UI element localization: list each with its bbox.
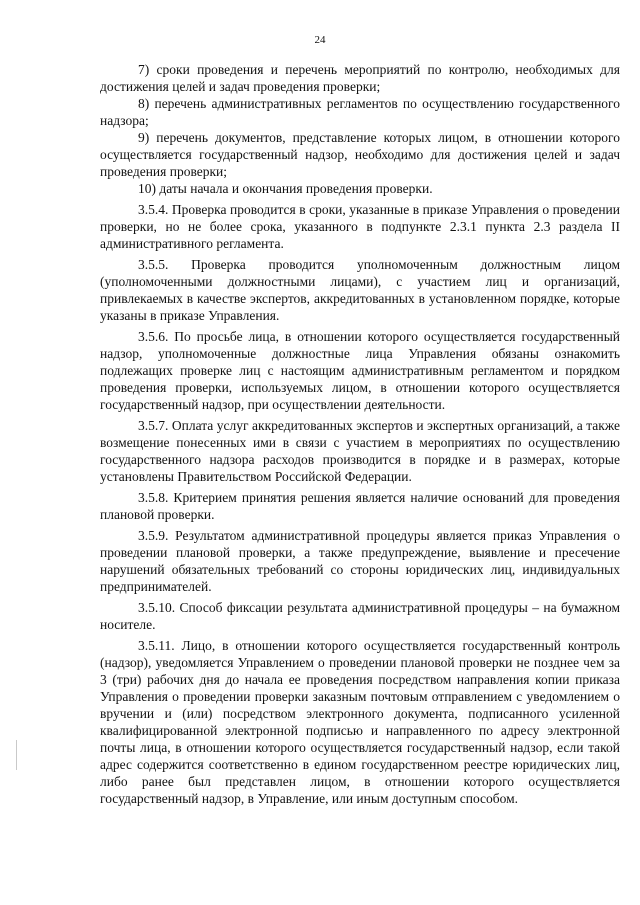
paragraph-item-8: 8) перечень административных регламентов по осуществлению государственного надзора; bbox=[100, 96, 620, 128]
paragraph-3-5-5: 3.5.5. Проверка проводится уполномоченным должностным лицом (уполномоченными должностными лицами), с участием лиц и организаций, привлекаемых в качестве экспертов, аккредитованных в установленном порядке, которые указаны в приказе Управления. bbox=[100, 257, 620, 323]
paragraph-3-5-8: 3.5.8. Критерием принятия решения является наличие оснований для проведения плановой проверки. bbox=[100, 490, 620, 522]
paragraph-3-5-11: 3.5.11. Лицо, в отношении которого осуществляется государственный контроль (надзор), уведомляется Управлением о проведении плановой проверки не позднее чем за 3 (три) рабочих дня до начала ее проведения посредством направления копии приказа Управления о проведении проверки заказным почтовым отправлением с уведомлением о вручении и (или) посредством электронного документа, подписанного усиленной квалифицированной электронной подписью и направленного по адресу электронной почты лица, в отношении которого осуществляется государственный надзор, если такой адрес содержится соответственно в едином государственном реестре юридических лиц, либо ранее был представлен лицом, в отношении которого осуществляется государственный надзор, в Управление, или иным доступным способом. bbox=[100, 638, 620, 806]
page-number: 24 bbox=[314, 34, 326, 46]
paragraph-3-5-10: 3.5.10. Способ фиксации результата административной процедуры – на бумажном носителе. bbox=[100, 600, 620, 632]
margin-scan-mark bbox=[16, 740, 17, 770]
paragraph-item-10: 10) даты начала и окончания проведения проверки. bbox=[138, 181, 433, 196]
paragraph-3-5-7: 3.5.7. Оплата услуг аккредитованных экспертов и экспертных организаций, а также возмещение понесенных ими в связи с участием в мероприятиях по осуществлению государственного надзора расходов производится в порядке и в размерах, которые установлены Правительством Российской Федерации. bbox=[100, 418, 620, 484]
document-body bbox=[100, 61, 620, 807]
paragraph-3-5-6: 3.5.6. По просьбе лица, в отношении которого осуществляется государственный надзор, уполномоченные должностные лица Управления обязаны ознакомить подлежащих проверке лиц с настоящим административным регламентом и порядком проведения проверки, используемых лицом, в отношении которого осуществляется государственный надзор, при осуществлении деятельности. bbox=[100, 329, 620, 412]
paragraph-3-5-4: 3.5.4. Проверка проводится в сроки, указанные в приказе Управления о проведении проверки, но не более срока, указанного в подпункте 2.3.1 пункта 2.3 раздела II административного регламента. bbox=[100, 202, 620, 251]
paragraph-3-5-9: 3.5.9. Результатом административной процедуры является приказ Управления о проведении плановой проверки, а также предупреждение, выявление и пресечение нарушений обязательных требований со стороны юридических лиц, индивидуальных предпринимателей. bbox=[100, 528, 620, 594]
paragraph-item-7: 7) сроки проведения и перечень мероприятий по контролю, необходимых для достижения целей и задач проведения проверки; bbox=[100, 62, 620, 94]
paragraph-item-9: 9) перечень документов, представление которых лицом, в отношении которого осуществляется государственный надзор, необходимо для достижения целей и задач проведения проверки; bbox=[100, 130, 620, 179]
